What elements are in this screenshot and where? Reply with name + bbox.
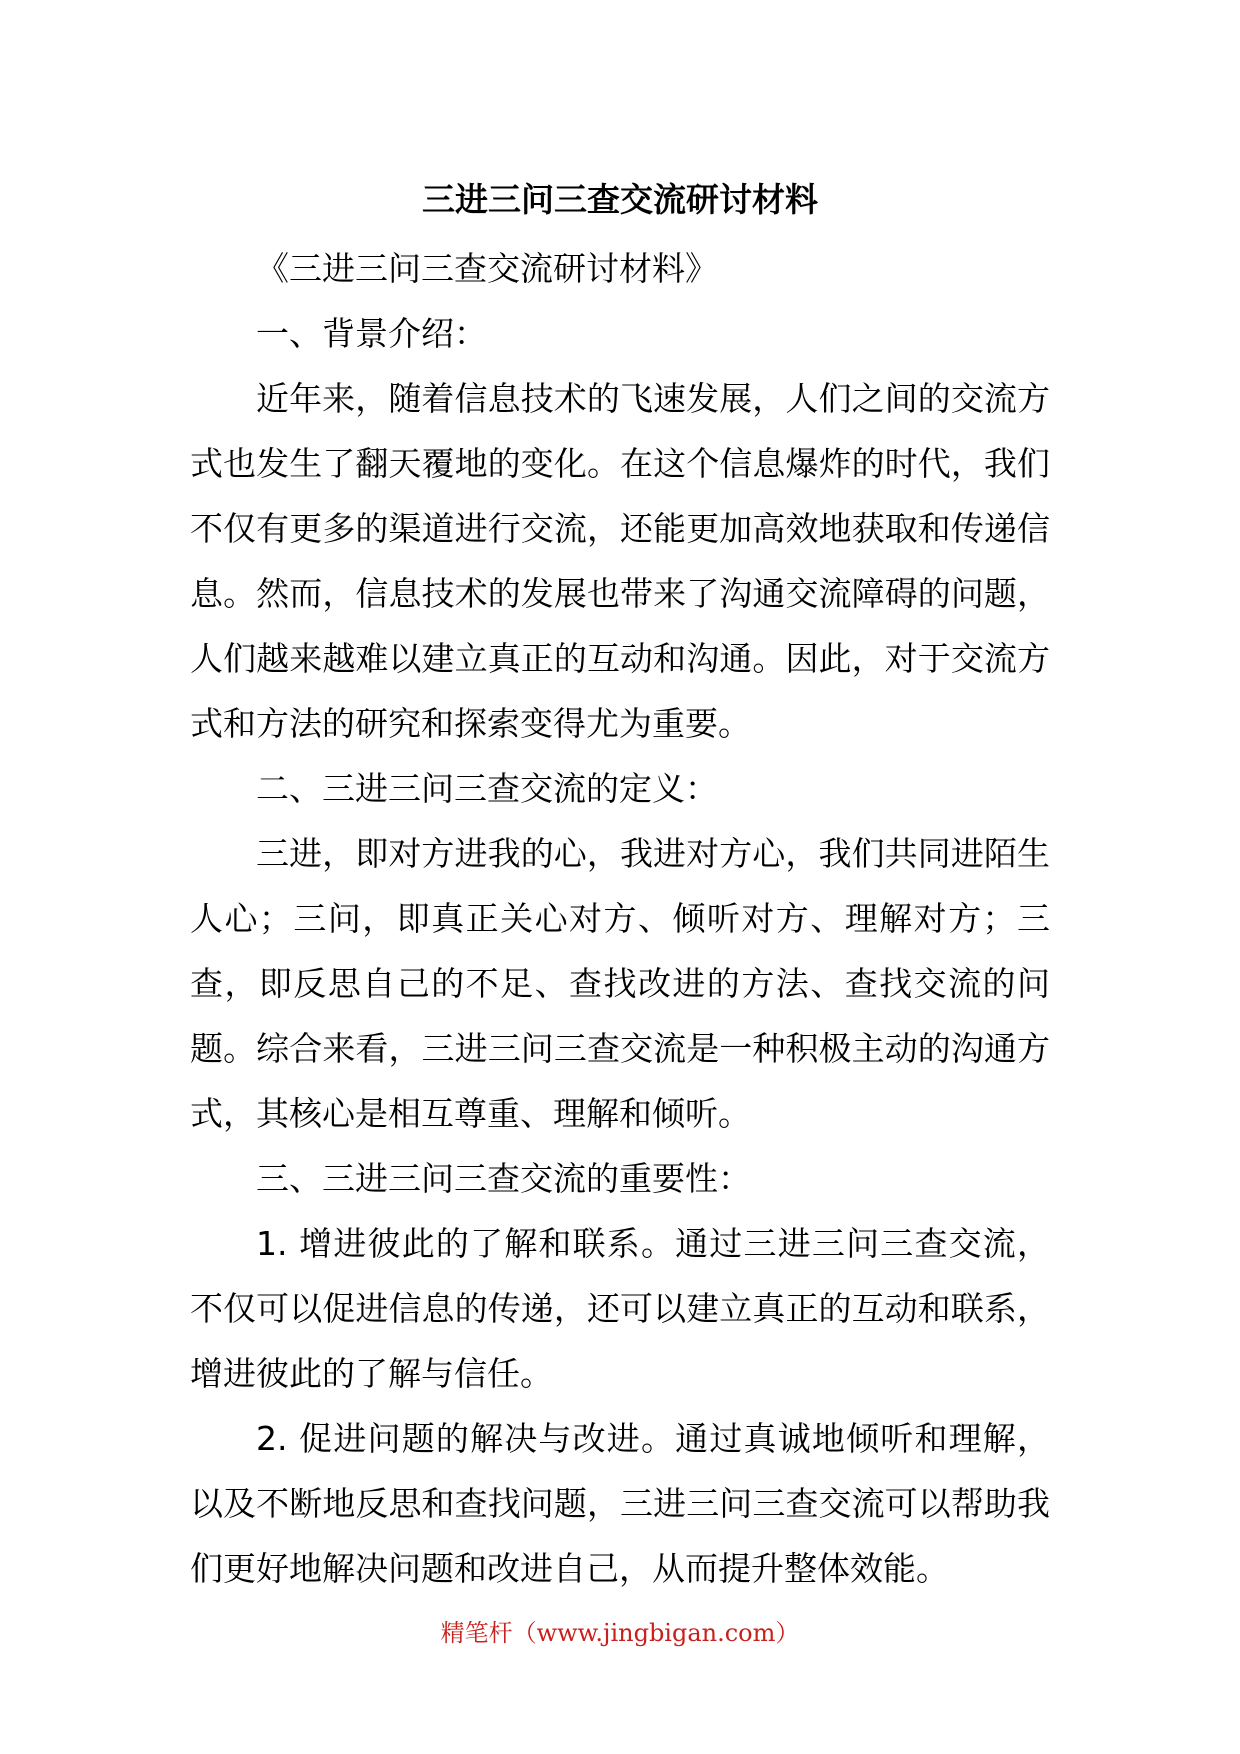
document-page — [190, 0, 1050, 1754]
heading-background: 一、背景介绍： — [256, 314, 487, 353]
paragraph-importance-2: 2. 促进问题的解决与改进。通过真诚地倾听和理解，以及不断地反思和查找问题，三进三问三查交流可以帮助我们更好地解决问题和改进自己，从而提升整体效能。 — [190, 1419, 1050, 1588]
footer-watermark: 精笔杆（www.jingbigan.com） — [440, 1619, 800, 1647]
heading-importance: 三、三进三问三查交流的重要性： — [256, 1159, 751, 1198]
paragraph-importance-1: 1. 增进彼此的了解和联系。通过三进三问三查交流，不仅可以促进信息的传递，还可以建立真正的互动和联系，增进彼此的了解与信任。 — [190, 1224, 1050, 1393]
document-body — [190, 236, 1050, 1601]
paragraph-definition: 三进，即对方进我的心，我进对方心，我们共同进陌生人心；三问，即真正关心对方、倾听对方、理解对方；三查，即反思自己的不足、查找改进的方法、查找交流的问题。综合来看，三进三问三查交流是一种积极主动的沟通方式，其核心是相互尊重、理解和倾听。 — [190, 834, 1050, 1133]
paragraph-book-title: 《三进三问三查交流研讨材料》 — [256, 249, 718, 288]
document-title: 三进三问三查交流研讨材料 — [422, 180, 818, 219]
heading-definition: 二、三进三问三查交流的定义： — [256, 769, 718, 808]
paragraph-background: 近年来，随着信息技术的飞速发展，人们之间的交流方式也发生了翻天覆地的变化。在这个信息爆炸的时代，我们不仅有更多的渠道进行交流，还能更加高效地获取和传递信息。然而，信息技术的发展也带来了沟通交流障碍的问题，人们越来越难以建立真正的互动和沟通。因此，对于交流方式和方法的研究和探索变得尤为重要。 — [190, 379, 1050, 743]
